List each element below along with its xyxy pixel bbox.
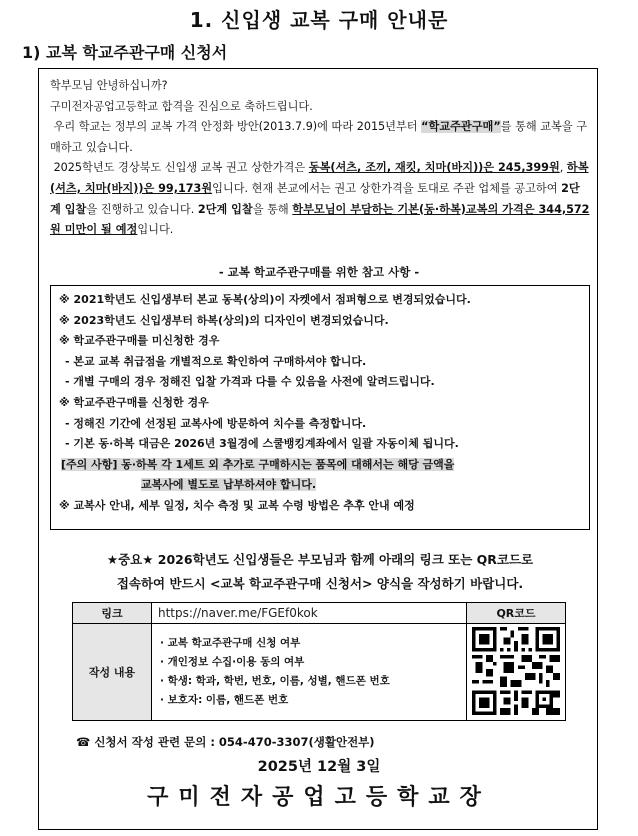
content-item: · 개인정보 수집·이용 동의 여부 bbox=[160, 656, 305, 668]
note-item: ※ 2021학년도 신입생부터 본교 동복(상의)이 자켓에서 점퍼형으로 변경되었습니다. bbox=[59, 293, 471, 306]
reference-title: - 교복 학교주관구매를 위한 참고 사항 - bbox=[218, 265, 420, 279]
caution-note-cont: 교복사에 별도로 납부하셔야 합니다. bbox=[141, 478, 317, 492]
issue-date: 2025년 12월 3일 bbox=[257, 759, 381, 775]
note-item: - 본교 교복 취급점을 개별적으로 확인하여 구매하셔야 합니다. bbox=[65, 354, 367, 368]
page-title: 1. 신입생 교복 구매 안내문 bbox=[189, 8, 449, 32]
note-item: ※ 학교주관구매를 미신청한 경우 bbox=[59, 334, 220, 348]
qr-code-icon[interactable] bbox=[472, 627, 560, 715]
note-item: - 정해진 기간에 선정된 교복사에 방문하여 치수를 측정합니다. bbox=[65, 416, 367, 430]
application-link[interactable]: https://naver.me/FGEf0kok bbox=[152, 603, 467, 624]
section-subtitle: 1) 교복 학교주관구매 신청서 bbox=[22, 43, 228, 62]
intro-paragraph-2: 2025학년도 경상북도 신입생 교복 권고 상한가격은 동복(셔츠, 조끼, 재킷, 치마(바지))은 245,399원, 하복(셔츠, 치마(바지))은 99,173원입니다. 현재 본교에서는 권고 상한가격을 토대로 주관 업체를 공고하여 2단계 입찰을 진행하고 있습니다. 2단계 입찰을 통해 학부모님이 부담하는 기본(동·하복)교복의 가격은 344,572원 미만이 될 예정입니다. bbox=[50, 161, 590, 237]
reference-notes-box bbox=[50, 285, 590, 530]
qr-label: QR코드 bbox=[467, 603, 566, 624]
qr-cell bbox=[467, 624, 566, 721]
content-item: · 보호자: 이름, 핸드폰 번호 bbox=[160, 694, 289, 706]
note-item: - 개별 구매의 경우 정해진 입찰 가격과 다를 수 있음을 사전에 알려드립니다. bbox=[65, 375, 435, 389]
link-label: 링크 bbox=[73, 603, 152, 624]
important-line-2: 접속하여 반드시 <교복 학교주관구매 신청서> 양식을 작성하기 바랍니다. bbox=[116, 576, 524, 591]
contact-inquiry: ☎ 신청서 작성 관련 문의 : 054-470-3307(생활안전부) bbox=[76, 735, 375, 749]
school-principal: 구미전자공업고등학교장 bbox=[147, 785, 491, 810]
content-label: 작성 내용 bbox=[73, 624, 152, 721]
congrats: 구미전자공업고등학교 합격을 진심으로 축하드립니다. bbox=[50, 99, 313, 113]
content-item: · 학생: 학과, 학번, 번호, 이름, 성별, 핸드폰 번호 bbox=[160, 675, 390, 687]
caution-note: [주의 사항] 동·하복 각 1세트 외 추가로 구매하시는 품목에 대해서는 해당 금액을 bbox=[61, 457, 455, 471]
note-item: ※ 학교주관구매를 신청한 경우 bbox=[59, 395, 209, 409]
intro-text bbox=[50, 76, 590, 241]
content-items bbox=[152, 624, 467, 721]
note-item: - 기본 동·하복 대금은 2026년 3월경에 스쿨뱅킹계좌에서 일괄 자동이체 됩니다. bbox=[65, 437, 459, 451]
application-table bbox=[72, 602, 566, 721]
intro-paragraph-1: 우리 학교는 정부의 교복 가격 안정화 방안(2013.7.9)에 따라 2015년부터 “학교주관구매”를 통해 교복을 구매하고 있습니다. bbox=[50, 120, 588, 154]
greeting: 학부모님 안녕하십니까? bbox=[50, 79, 168, 92]
note-item: ※ 교복사 안내, 세부 일정, 치수 측정 및 교복 수령 방법은 추후 안내 예정 bbox=[59, 498, 415, 512]
important-line-1: ★중요★ 2026학년도 신입생들은 부모님과 함께 아래의 링크 또는 QR코드로 bbox=[106, 552, 534, 567]
note-item: ※ 2023학년도 신입생부터 하복(상의)의 디자인이 변경되었습니다. bbox=[59, 313, 389, 327]
content-item: · 교복 학교주관구매 신청 여부 bbox=[160, 637, 301, 649]
important-notice bbox=[50, 548, 590, 596]
